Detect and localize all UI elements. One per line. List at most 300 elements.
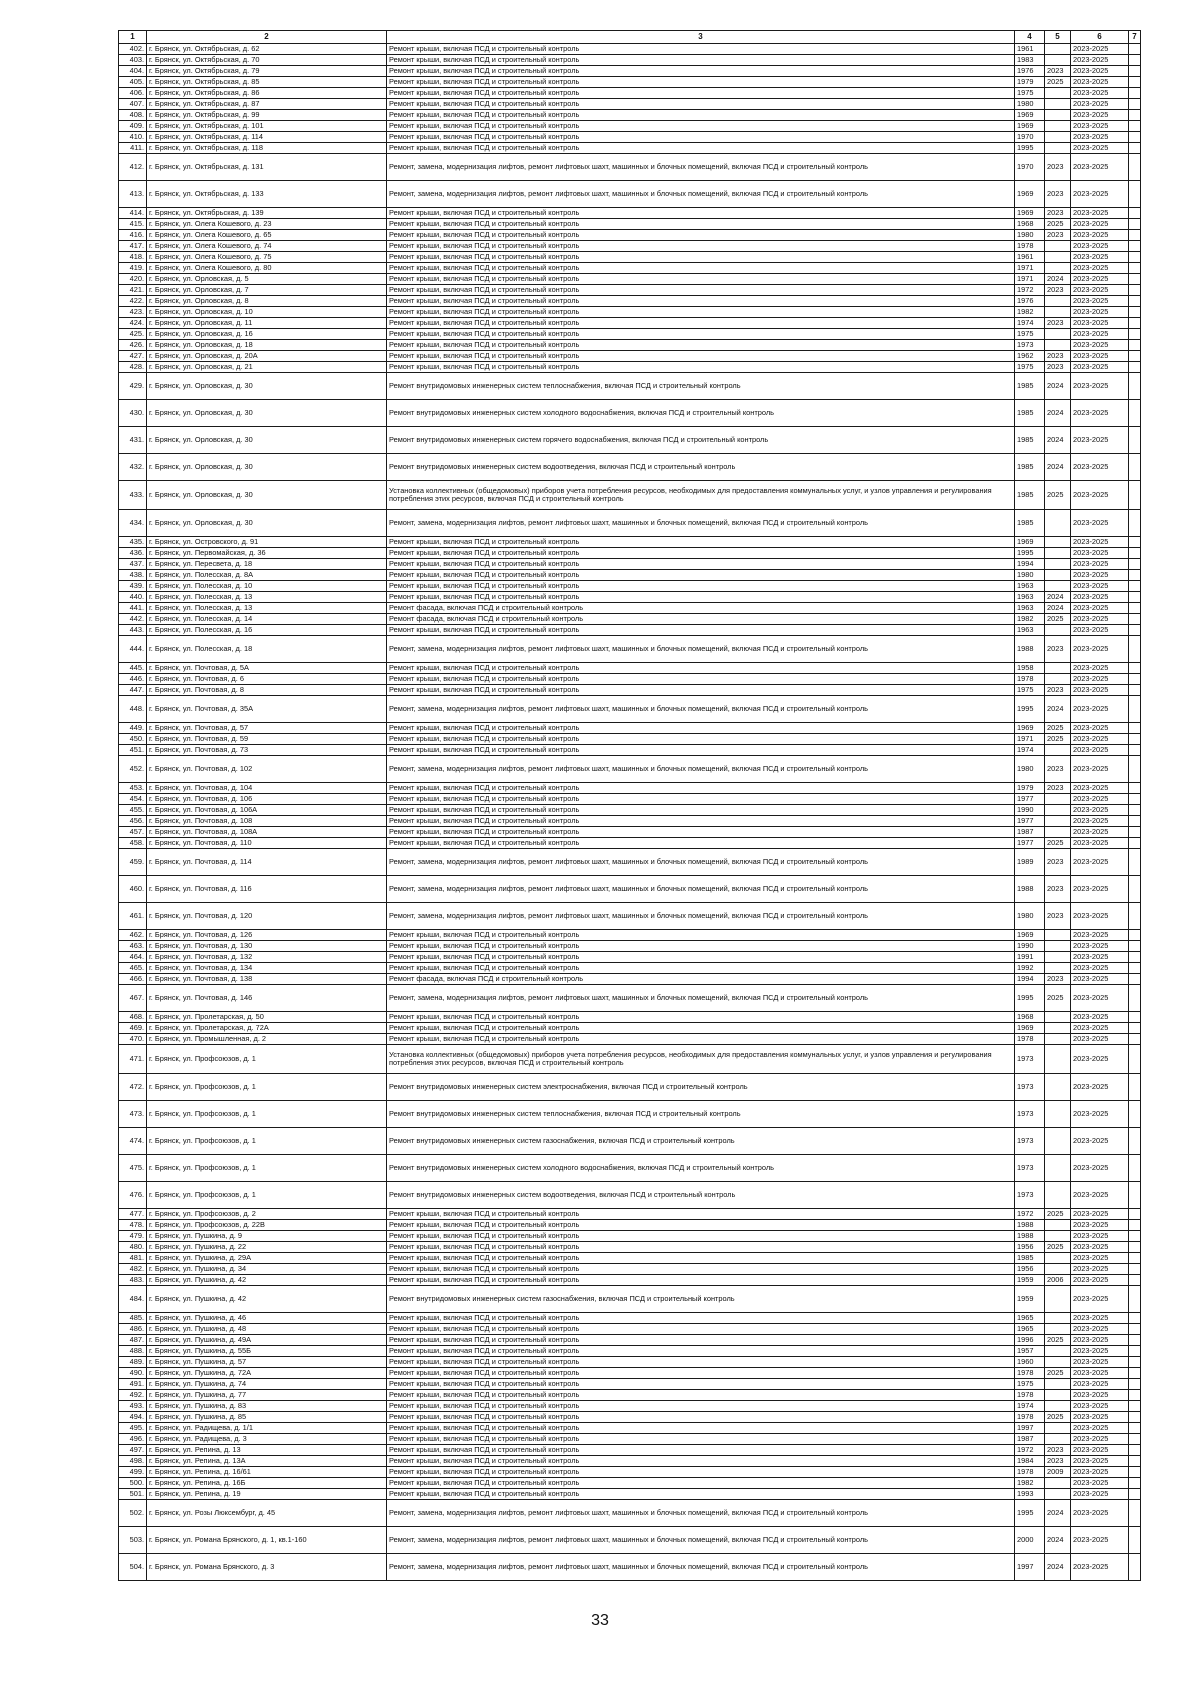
work-type-cell: Ремонт крыши, включая ПСД и строительный контроль [387,581,1015,592]
planned-period-cell: 2023-2025 [1071,985,1129,1012]
address-cell: г. Брянск, ул. Пушкина, д. 49А [147,1335,387,1346]
last-repair-year-cell: 2024 [1045,400,1071,427]
row-number: 460. [119,876,147,903]
planned-period-cell: 2023-2025 [1071,263,1129,274]
column-7-cell [1129,1155,1141,1182]
table-row [119,696,1141,723]
table-row [119,756,1141,783]
year-built-cell: 1975 [1015,685,1045,696]
work-type-cell: Ремонт крыши, включая ПСД и строительный контроль [387,143,1015,154]
table-row [119,1231,1141,1242]
year-built-cell: 2000 [1015,1527,1045,1554]
work-type-cell: Ремонт крыши, включая ПСД и строительный контроль [387,663,1015,674]
work-type-cell: Ремонт крыши, включая ПСД и строительный контроль [387,930,1015,941]
table-row [119,783,1141,794]
last-repair-year-cell [1045,1390,1071,1401]
planned-period-cell: 2023-2025 [1071,1034,1129,1045]
planned-period-cell: 2023-2025 [1071,603,1129,614]
table-row [119,1264,1141,1275]
planned-period-cell: 2023-2025 [1071,274,1129,285]
table-row [119,876,1141,903]
last-repair-year-cell [1045,99,1071,110]
work-type-cell: Ремонт, замена, модернизация лифтов, ремонт лифтовых шахт, машинных и блочных помещений, включая ПСД и строительный контроль [387,849,1015,876]
year-built-cell: 1968 [1015,1012,1045,1023]
row-number: 488. [119,1346,147,1357]
row-number: 421. [119,285,147,296]
address-cell: г. Брянск, ул. Пушкина, д. 77 [147,1390,387,1401]
last-repair-year-cell [1045,663,1071,674]
work-type-cell: Ремонт крыши, включая ПСД и строительный контроль [387,55,1015,66]
table-row [119,674,1141,685]
last-repair-year-cell [1045,559,1071,570]
planned-period-cell: 2023-2025 [1071,1253,1129,1264]
address-cell: г. Брянск, ул. Октябрьская, д. 101 [147,121,387,132]
column-7-cell [1129,674,1141,685]
work-type-cell: Ремонт крыши, включая ПСД и строительный контроль [387,952,1015,963]
column-7-cell [1129,230,1141,241]
table-row [119,592,1141,603]
work-type-cell: Ремонт крыши, включая ПСД и строительный контроль [387,351,1015,362]
year-built-cell: 1985 [1015,373,1045,400]
last-repair-year-cell [1045,625,1071,636]
planned-period-cell: 2023-2025 [1071,1182,1129,1209]
planned-period-cell: 2023-2025 [1071,154,1129,181]
row-number: 447. [119,685,147,696]
column-7-cell [1129,1034,1141,1045]
column-7-cell [1129,143,1141,154]
last-repair-year-cell [1045,121,1071,132]
column-7-cell [1129,1527,1141,1554]
address-cell: г. Брянск, ул. Почтовая, д. 134 [147,963,387,974]
table-row [119,985,1141,1012]
last-repair-year-cell: 2024 [1045,696,1071,723]
last-repair-year-cell [1045,510,1071,537]
row-number: 431. [119,427,147,454]
address-cell: г. Брянск, ул. Почтовая, д. 104 [147,783,387,794]
last-repair-year-cell [1045,307,1071,318]
year-built-cell: 1978 [1015,1412,1045,1423]
column-7-cell [1129,1023,1141,1034]
row-number: 475. [119,1155,147,1182]
planned-period-cell: 2023-2025 [1071,1220,1129,1231]
row-number: 466. [119,974,147,985]
planned-period-cell: 2023-2025 [1071,1264,1129,1275]
row-number: 434. [119,510,147,537]
table-row [119,181,1141,208]
year-built-cell: 1965 [1015,1313,1045,1324]
row-number: 403. [119,55,147,66]
planned-period-cell: 2023-2025 [1071,329,1129,340]
row-number: 470. [119,1034,147,1045]
address-cell: г. Брянск, ул. Октябрьская, д. 79 [147,66,387,77]
column-7-cell [1129,1379,1141,1390]
last-repair-year-cell [1045,1423,1071,1434]
planned-period-cell: 2023-2025 [1071,44,1129,55]
row-number: 455. [119,805,147,816]
planned-period-cell: 2023-2025 [1071,794,1129,805]
table-row [119,663,1141,674]
last-repair-year-cell: 2023 [1045,66,1071,77]
planned-period-cell: 2023-2025 [1071,663,1129,674]
table-row [119,427,1141,454]
work-type-cell: Ремонт крыши, включая ПСД и строительный контроль [387,1313,1015,1324]
address-cell: г. Брянск, ул. Октябрьская, д. 86 [147,88,387,99]
last-repair-year-cell [1045,1313,1071,1324]
work-type-cell: Ремонт внутридомовых инженерных систем электроснабжения, включая ПСД и строительный контроль [387,1074,1015,1101]
planned-period-cell: 2023-2025 [1071,1357,1129,1368]
year-built-cell: 1972 [1015,285,1045,296]
year-built-cell: 1985 [1015,454,1045,481]
planned-period-cell: 2023-2025 [1071,252,1129,263]
year-built-cell: 1969 [1015,110,1045,121]
column-7-cell [1129,1357,1141,1368]
year-built-cell: 1969 [1015,537,1045,548]
column-7-cell [1129,318,1141,329]
address-cell: г. Брянск, ул. Почтовая, д. 73 [147,745,387,756]
year-built-cell: 1978 [1015,1467,1045,1478]
column-header: 1 [119,31,147,44]
column-header: 2 [147,31,387,44]
address-cell: г. Брянск, ул. Орловская, д. 10 [147,307,387,318]
work-type-cell: Ремонт, замена, модернизация лифтов, ремонт лифтовых шахт, машинных и блочных помещений, включая ПСД и строительный контроль [387,903,1015,930]
address-cell: г. Брянск, ул. Октябрьская, д. 87 [147,99,387,110]
last-repair-year-cell [1045,952,1071,963]
year-built-cell: 1997 [1015,1423,1045,1434]
planned-period-cell: 2023-2025 [1071,876,1129,903]
work-type-cell: Ремонт крыши, включая ПСД и строительный контроль [387,1467,1015,1478]
last-repair-year-cell [1045,1182,1071,1209]
last-repair-year-cell [1045,570,1071,581]
column-7-cell [1129,241,1141,252]
table-row [119,99,1141,110]
address-cell: г. Брянск, ул. Профсоюзов, д. 1 [147,1182,387,1209]
column-7-cell [1129,941,1141,952]
table-row [119,685,1141,696]
last-repair-year-cell: 2025 [1045,77,1071,88]
last-repair-year-cell: 2025 [1045,219,1071,230]
row-number: 489. [119,1357,147,1368]
table-row [119,44,1141,55]
year-built-cell: 1956 [1015,1264,1045,1275]
work-type-cell: Ремонт крыши, включая ПСД и строительный контроль [387,66,1015,77]
work-type-cell: Ремонт крыши, включая ПСД и строительный контроль [387,1401,1015,1412]
address-cell: г. Брянск, ул. Профсоюзов, д. 1 [147,1128,387,1155]
column-7-cell [1129,55,1141,66]
year-built-cell: 1978 [1015,1034,1045,1045]
address-cell: г. Брянск, ул. Олега Кошевого, д. 65 [147,230,387,241]
work-type-cell: Ремонт внутридомовых инженерных систем водоотведения, включая ПСД и строительный контроль [387,1182,1015,1209]
address-cell: г. Брянск, ул. Профсоюзов, д. 22В [147,1220,387,1231]
column-7-cell [1129,816,1141,827]
planned-period-cell: 2023-2025 [1071,674,1129,685]
last-repair-year-cell [1045,1023,1071,1034]
address-cell: г. Брянск, ул. Пушкина, д. 42 [147,1286,387,1313]
table-row [119,1034,1141,1045]
work-type-cell: Ремонт крыши, включая ПСД и строительный контроль [387,941,1015,952]
planned-period-cell: 2023-2025 [1071,66,1129,77]
row-number: 428. [119,362,147,373]
last-repair-year-cell: 2025 [1045,838,1071,849]
work-type-cell: Ремонт, замена, модернизация лифтов, ремонт лифтовых шахт, машинных и блочных помещений, включая ПСД и строительный контроль [387,154,1015,181]
table-row [119,1045,1141,1074]
work-type-cell: Ремонт крыши, включая ПСД и строительный контроль [387,1423,1015,1434]
column-7-cell [1129,1500,1141,1527]
planned-period-cell: 2023-2025 [1071,77,1129,88]
planned-period-cell: 2023-2025 [1071,756,1129,783]
table-row [119,1313,1141,1324]
row-number: 478. [119,1220,147,1231]
row-number: 492. [119,1390,147,1401]
table-row [119,1220,1141,1231]
table-row [119,274,1141,285]
planned-period-cell: 2023-2025 [1071,734,1129,745]
row-number: 441. [119,603,147,614]
work-type-cell: Ремонт внутридомовых инженерных систем холодного водоснабжения, включая ПСД и строительный контроль [387,1155,1015,1182]
row-number: 501. [119,1489,147,1500]
address-cell: г. Брянск, ул. Профсоюзов, д. 2 [147,1209,387,1220]
year-built-cell: 1975 [1015,329,1045,340]
table-row [119,614,1141,625]
table-row [119,373,1141,400]
year-built-cell: 1977 [1015,794,1045,805]
address-cell: г. Брянск, ул. Полесская, д. 18 [147,636,387,663]
table-row [119,1456,1141,1467]
year-built-cell: 1987 [1015,827,1045,838]
work-type-cell: Ремонт крыши, включая ПСД и строительный контроль [387,241,1015,252]
column-7-cell [1129,1412,1141,1423]
year-built-cell: 1993 [1015,1489,1045,1500]
work-type-cell: Ремонт крыши, включая ПСД и строительный контроль [387,1390,1015,1401]
work-type-cell: Ремонт крыши, включая ПСД и строительный контроль [387,44,1015,55]
work-type-cell: Ремонт, замена, модернизация лифтов, ремонт лифтовых шахт, машинных и блочных помещений, включая ПСД и строительный контроль [387,1500,1015,1527]
planned-period-cell: 2023-2025 [1071,307,1129,318]
planned-period-cell: 2023-2025 [1071,783,1129,794]
table-row [119,230,1141,241]
year-built-cell: 1969 [1015,121,1045,132]
year-built-cell: 1983 [1015,55,1045,66]
table-row [119,481,1141,510]
table-row [119,400,1141,427]
address-cell: г. Брянск, ул. Октябрьская, д. 62 [147,44,387,55]
work-type-cell: Ремонт фасада, включая ПСД и строительный контроль [387,603,1015,614]
row-number: 495. [119,1423,147,1434]
work-type-cell: Ремонт крыши, включая ПСД и строительный контроль [387,307,1015,318]
column-7-cell [1129,1182,1141,1209]
table-row [119,143,1141,154]
row-number: 452. [119,756,147,783]
work-type-cell: Ремонт крыши, включая ПСД и строительный контроль [387,963,1015,974]
table-row [119,745,1141,756]
column-7-cell [1129,614,1141,625]
column-header: 4 [1015,31,1045,44]
last-repair-year-cell: 2023 [1045,1445,1071,1456]
last-repair-year-cell [1045,941,1071,952]
planned-period-cell: 2023-2025 [1071,625,1129,636]
last-repair-year-cell: 2025 [1045,1209,1071,1220]
work-type-cell: Ремонт крыши, включая ПСД и строительный контроль [387,362,1015,373]
last-repair-year-cell [1045,1045,1071,1074]
year-built-cell: 1995 [1015,696,1045,723]
year-built-cell: 1984 [1015,1456,1045,1467]
work-type-cell: Ремонт крыши, включая ПСД и строительный контроль [387,805,1015,816]
work-type-cell: Ремонт крыши, включая ПСД и строительный контроль [387,1335,1015,1346]
planned-period-cell: 2023-2025 [1071,132,1129,143]
column-number-row [119,31,1141,44]
row-number: 471. [119,1045,147,1074]
table-row [119,241,1141,252]
table-row [119,559,1141,570]
planned-period-cell: 2023-2025 [1071,1128,1129,1155]
planned-period-cell: 2023-2025 [1071,1467,1129,1478]
last-repair-year-cell: 2024 [1045,427,1071,454]
year-built-cell: 1988 [1015,636,1045,663]
last-repair-year-cell: 2023 [1045,756,1071,783]
last-repair-year-cell [1045,252,1071,263]
table-row [119,903,1141,930]
row-number: 417. [119,241,147,252]
table-row [119,1324,1141,1335]
row-number: 483. [119,1275,147,1286]
row-number: 424. [119,318,147,329]
last-repair-year-cell [1045,794,1071,805]
year-built-cell: 1976 [1015,66,1045,77]
last-repair-year-cell [1045,1128,1071,1155]
column-7-cell [1129,1478,1141,1489]
column-7-cell [1129,559,1141,570]
planned-period-cell: 2023-2025 [1071,1368,1129,1379]
table-row [119,1253,1141,1264]
year-built-cell: 1980 [1015,903,1045,930]
year-built-cell: 1971 [1015,263,1045,274]
column-7-cell [1129,1275,1141,1286]
table-row [119,1012,1141,1023]
work-type-cell: Ремонт внутридомовых инженерных систем теплоснабжения, включая ПСД и строительный контроль [387,373,1015,400]
last-repair-year-cell: 2025 [1045,723,1071,734]
address-cell: г. Брянск, ул. Профсоюзов, д. 1 [147,1155,387,1182]
planned-period-cell: 2023-2025 [1071,510,1129,537]
work-type-cell: Ремонт крыши, включая ПСД и строительный контроль [387,1209,1015,1220]
last-repair-year-cell: 2023 [1045,849,1071,876]
row-number: 436. [119,548,147,559]
column-7-cell [1129,340,1141,351]
year-built-cell: 1990 [1015,805,1045,816]
row-number: 497. [119,1445,147,1456]
planned-period-cell: 2023-2025 [1071,481,1129,510]
row-number: 500. [119,1478,147,1489]
last-repair-year-cell [1045,1286,1071,1313]
address-cell: г. Брянск, ул. Почтовая, д. 138 [147,974,387,985]
row-number: 429. [119,373,147,400]
planned-period-cell: 2023-2025 [1071,143,1129,154]
column-7-cell [1129,663,1141,674]
row-number: 426. [119,340,147,351]
last-repair-year-cell: 2024 [1045,1554,1071,1581]
column-7-cell [1129,1074,1141,1101]
column-7-cell [1129,263,1141,274]
address-cell: г. Брянск, ул. Полесская, д. 13 [147,603,387,614]
address-cell: г. Брянск, ул. Пролетарская, д. 50 [147,1012,387,1023]
year-built-cell: 1963 [1015,592,1045,603]
year-built-cell: 1994 [1015,559,1045,570]
year-built-cell: 1969 [1015,181,1045,208]
work-type-cell: Ремонт внутридомовых инженерных систем газоснабжения, включая ПСД и строительный контроль [387,1128,1015,1155]
table-row [119,1368,1141,1379]
planned-period-cell: 2023-2025 [1071,1434,1129,1445]
work-type-cell: Ремонт крыши, включая ПСД и строительный контроль [387,537,1015,548]
year-built-cell: 1973 [1015,1182,1045,1209]
table-row [119,154,1141,181]
document-sheet [118,30,1140,1581]
planned-period-cell: 2023-2025 [1071,121,1129,132]
year-built-cell: 1963 [1015,581,1045,592]
address-cell: г. Брянск, ул. Орловская, д. 11 [147,318,387,329]
address-cell: г. Брянск, ул. Розы Люксембург, д. 45 [147,1500,387,1527]
planned-period-cell: 2023-2025 [1071,99,1129,110]
row-number: 406. [119,88,147,99]
row-number: 459. [119,849,147,876]
planned-period-cell: 2023-2025 [1071,285,1129,296]
year-built-cell: 1961 [1015,252,1045,263]
year-built-cell: 1980 [1015,756,1045,783]
work-type-cell: Ремонт внутридомовых инженерных систем теплоснабжения, включая ПСД и строительный контроль [387,1101,1015,1128]
planned-period-cell: 2023-2025 [1071,849,1129,876]
table-row [119,318,1141,329]
row-number: 491. [119,1379,147,1390]
table-row [119,1209,1141,1220]
column-7-cell [1129,1324,1141,1335]
year-built-cell: 1991 [1015,952,1045,963]
last-repair-year-cell [1045,340,1071,351]
planned-period-cell: 2023-2025 [1071,230,1129,241]
year-built-cell: 1970 [1015,132,1045,143]
year-built-cell: 1958 [1015,663,1045,674]
address-cell: г. Брянск, ул. Пушкина, д. 83 [147,1401,387,1412]
address-cell: г. Брянск, ул. Пушкина, д. 72А [147,1368,387,1379]
column-7-cell [1129,1467,1141,1478]
last-repair-year-cell: 2023 [1045,351,1071,362]
last-repair-year-cell [1045,930,1071,941]
column-7-cell [1129,794,1141,805]
work-type-cell: Ремонт крыши, включая ПСД и строительный контроль [387,685,1015,696]
planned-period-cell: 2023-2025 [1071,952,1129,963]
column-7-cell [1129,400,1141,427]
last-repair-year-cell: 2023 [1045,362,1071,373]
table-row [119,132,1141,143]
address-cell: г. Брянск, ул. Октябрьская, д. 114 [147,132,387,143]
planned-period-cell: 2023-2025 [1071,1489,1129,1500]
address-cell: г. Брянск, ул. Пушкина, д. 48 [147,1324,387,1335]
planned-period-cell: 2023-2025 [1071,1045,1129,1074]
work-type-cell: Ремонт, замена, модернизация лифтов, ремонт лифтовых шахт, машинных и блочных помещений, включая ПСД и строительный контроль [387,181,1015,208]
row-number: 464. [119,952,147,963]
address-cell: г. Брянск, ул. Олега Кошевого, д. 23 [147,219,387,230]
planned-period-cell: 2023-2025 [1071,1286,1129,1313]
last-repair-year-cell [1045,241,1071,252]
address-cell: г. Брянск, ул. Почтовая, д. 146 [147,985,387,1012]
table-row [119,1101,1141,1128]
column-7-cell [1129,827,1141,838]
address-cell: г. Брянск, ул. Промышленная, д. 2 [147,1034,387,1045]
column-7-cell [1129,1335,1141,1346]
column-7-cell [1129,930,1141,941]
table-row [119,1335,1141,1346]
address-cell: г. Брянск, ул. Орловская, д. 30 [147,427,387,454]
row-number: 450. [119,734,147,745]
row-number: 477. [119,1209,147,1220]
table-row [119,963,1141,974]
last-repair-year-cell: 2023 [1045,318,1071,329]
row-number: 445. [119,663,147,674]
